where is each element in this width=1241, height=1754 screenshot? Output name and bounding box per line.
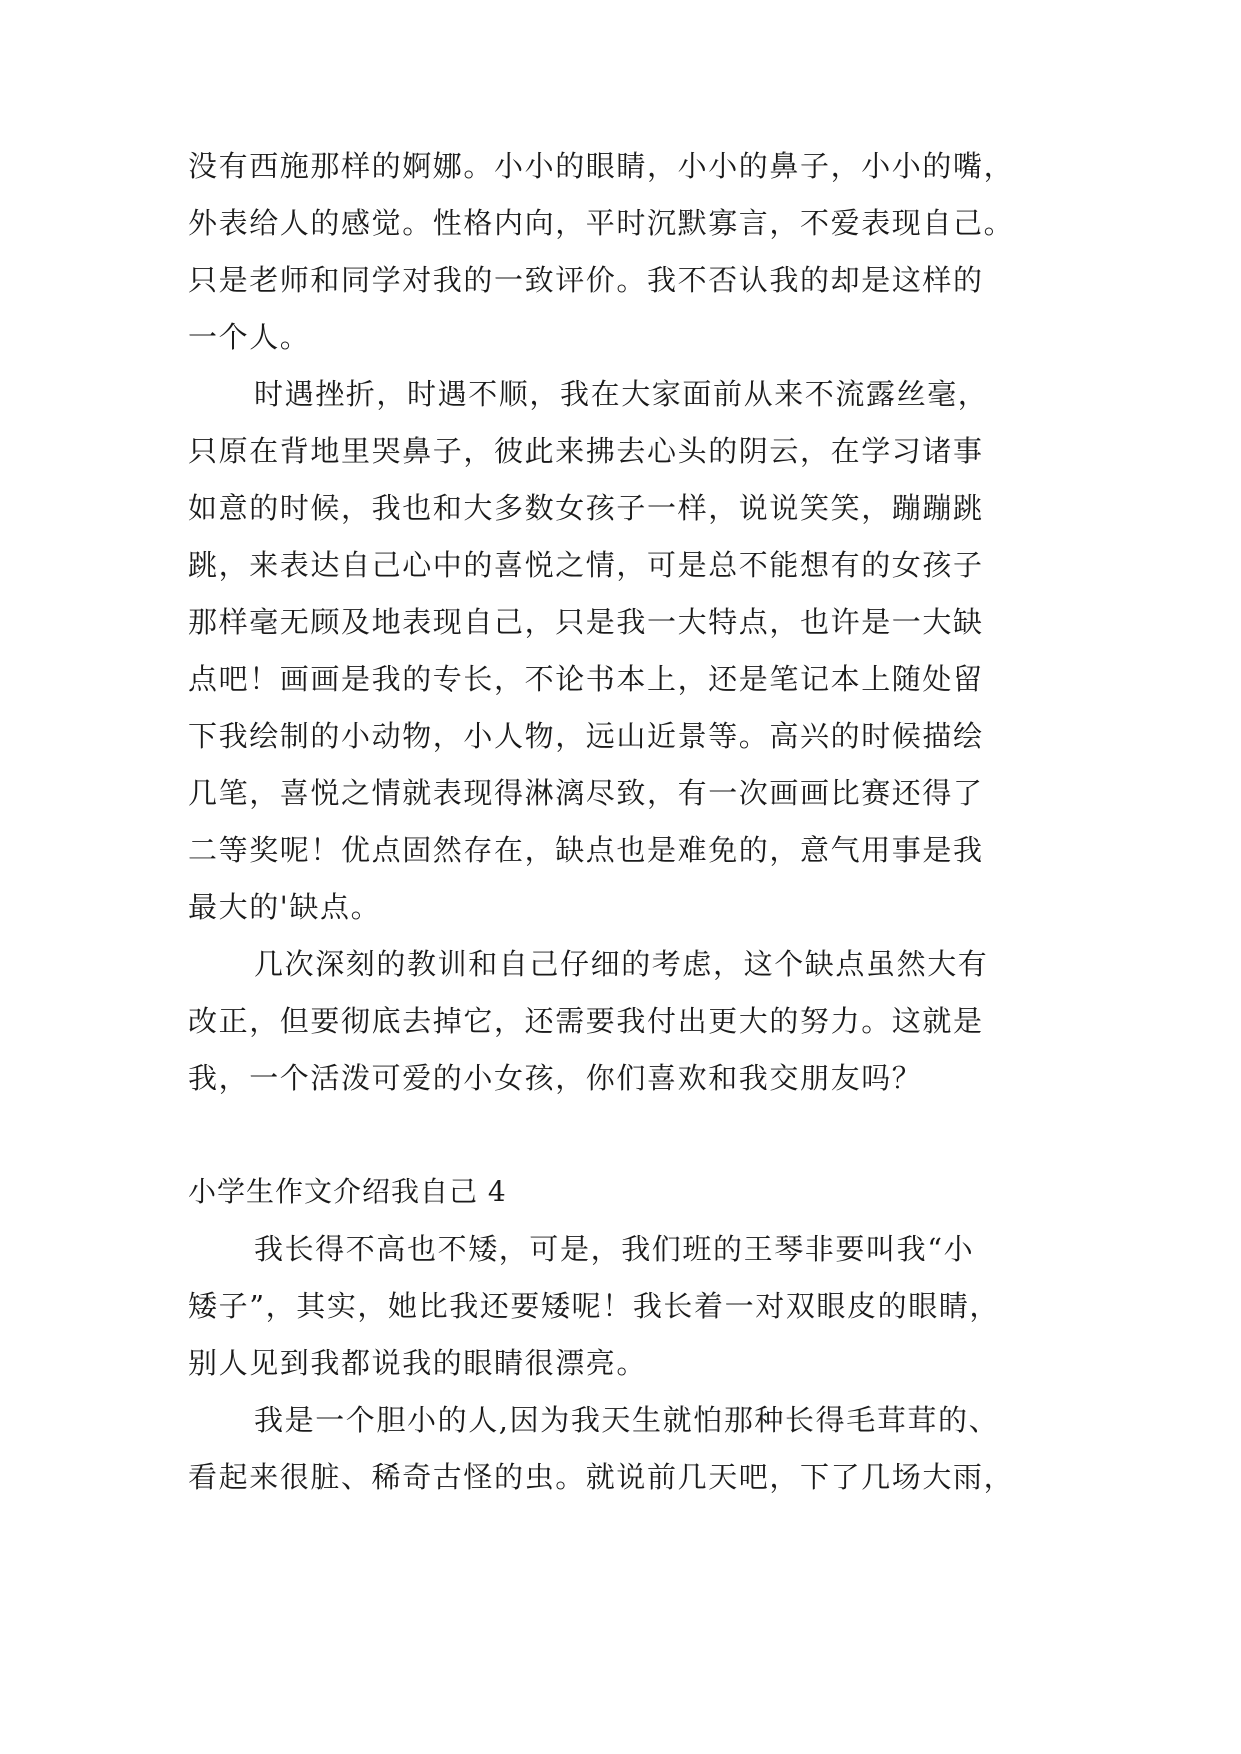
text-line: 矮子”，其实，她比我还要矮呢！我长着一对双眼皮的眼睛，	[188, 1289, 1001, 1323]
text-line: 点吧！画画是我的专长，不论书本上，还是笔记本上随处留	[188, 662, 984, 696]
text-line: 只是老师和同学对我的一致评价。我不否认我的却是这样的	[188, 263, 984, 297]
text-line: 看起来很脏、稀奇古怪的虫。就说前几天吧，下了几场大雨，	[188, 1460, 1015, 1494]
text-line: 那样毫无顾及地表现自己，只是我一大特点，也许是一大缺	[188, 605, 984, 639]
text-line: 改正，但要彻底去掉它，还需要我付出更大的努力。这就是	[188, 1004, 984, 1038]
text-line: 外表给人的感觉。性格内向，平时沉默寡言，不爱表现自己。	[188, 206, 1015, 240]
text-line: 二等奖呢！优点固然存在，缺点也是难免的，意气用事是我	[188, 833, 984, 867]
text-line: 下我绘制的小动物，小人物，远山近景等。高兴的时候描绘	[188, 719, 984, 753]
text-line: 时遇挫折，时遇不顺，我在大家面前从来不流露丝毫，	[254, 377, 989, 411]
text-line: 没有西施那样的婀娜。小小的眼睛，小小的鼻子，小小的嘴，	[188, 149, 1015, 183]
text-line: 如意的时候，我也和大多数女孩子一样，说说笑笑，蹦蹦跳	[188, 491, 984, 525]
text-line: 我长得不高也不矮，可是，我们班的王琴非要叫我“小	[254, 1232, 975, 1266]
text-line: 只原在背地里哭鼻子，彼此来拂去心头的阴云，在学习诸事	[188, 434, 984, 468]
text-line: 我是一个胆小的人,因为我天生就怕那种长得毛茸茸的、	[254, 1403, 1000, 1437]
section-heading: 小学生作文介绍我自己 4	[188, 1175, 507, 1208]
text-line: 最大的'缺点。	[188, 890, 382, 924]
text-line: 我，一个活泼可爱的小女孩，你们喜欢和我交朋友吗？	[188, 1061, 923, 1095]
text-line: 别人见到我都说我的眼睛很漂亮。	[188, 1346, 648, 1380]
text-line: 几次深刻的教训和自己仔细的考虑，这个缺点虽然大有	[254, 947, 989, 981]
text-line: 跳，来表达自己心中的喜悦之情，可是总不能想有的女孩子	[188, 548, 984, 582]
text-line: 几笔，喜悦之情就表现得淋漓尽致，有一次画画比赛还得了	[188, 776, 984, 810]
text-line: 一个人。	[188, 320, 311, 354]
